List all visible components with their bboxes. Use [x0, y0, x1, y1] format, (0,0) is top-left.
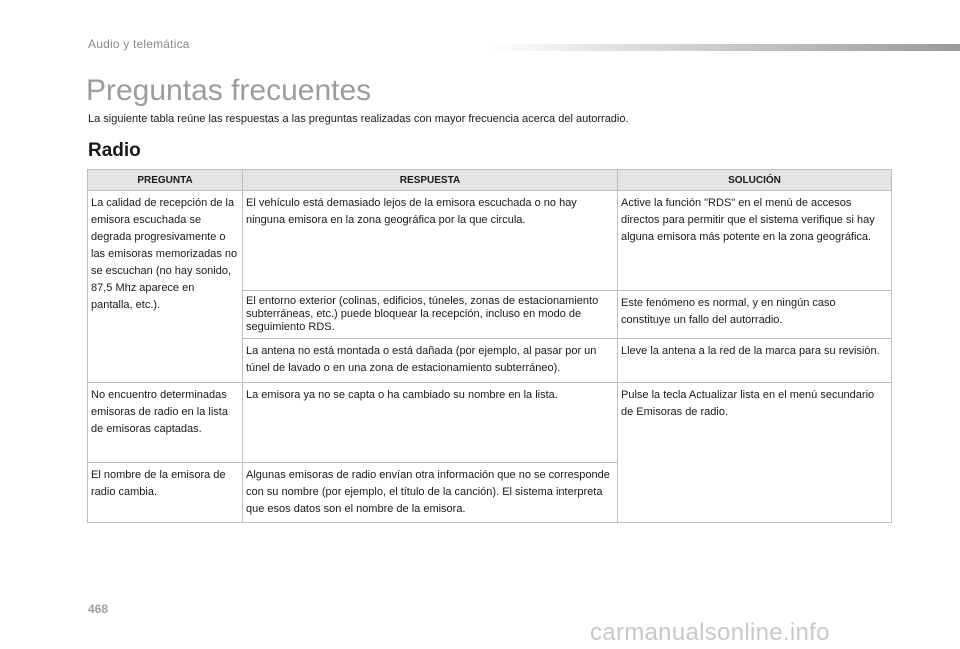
solution-cell: Lleve la antena a la red de la marca para su revisión. — [618, 339, 892, 383]
header-gradient-bar — [488, 44, 960, 51]
question-cell: La calidad de recepción de la emisora escuchada se degrada progresivamente o las emisoras memorizadas no se escuchan (no hay sonido, 87,5 Mhz aparece en pantalla, etc.). — [88, 191, 243, 383]
section-label: Audio y telemática — [88, 37, 190, 51]
faq-table — [87, 169, 892, 523]
solution-cell: Pulse la tecla Actualizar lista en el menú secundario de Emisoras de radio. — [618, 383, 892, 523]
table-header-row — [88, 170, 892, 191]
header-respuesta: RESPUESTA — [243, 170, 618, 191]
answer-cell: La emisora ya no se capta o ha cambiado su nombre en la lista. — [243, 383, 618, 463]
header-solucion: SOLUCIÓN — [618, 170, 892, 191]
page-number: 468 — [88, 602, 109, 616]
watermark: carmanualsonline.info — [590, 619, 830, 646]
solution-cell: Active la función "RDS" en el menú de accesos directos para permitir que el sistema verifique si hay alguna emisora más potente en la zona geográfica. — [618, 191, 892, 291]
table-row — [88, 191, 892, 291]
question-cell: El nombre de la emisora de radio cambia. — [88, 463, 243, 523]
answer-cell: El vehículo está demasiado lejos de la emisora escuchada o no hay ninguna emisora en la zona geográfica por la que circula. — [243, 191, 618, 291]
question-cell: No encuentro determinadas emisoras de radio en la lista de emisoras captadas. — [88, 383, 243, 463]
header-pregunta: PREGUNTA — [88, 170, 243, 191]
page-title: Preguntas frecuentes — [86, 74, 372, 107]
answer-cell: Algunas emisoras de radio envían otra información que no se corresponde con su nombre (por ejemplo, el título de la canción). El sistema interpreta que esos datos son el nombre de la emisora. — [243, 463, 618, 523]
answer-cell: El entorno exterior (colinas, edificios, túneles, zonas de estacionamiento subterráneas, etc.) puede bloquear la recepción, incluso en modo de seguimiento RDS. — [243, 291, 618, 339]
table-row — [88, 383, 892, 463]
section-title: Radio — [88, 140, 141, 161]
answer-cell: La antena no está montada o está dañada (por ejemplo, al pasar por un túnel de lavado o en una zona de estacionamiento subterráneo). — [243, 339, 618, 383]
intro-text: La siguiente tabla reúne las respuestas a las preguntas realizadas con mayor frecuencia acerca del autorradio. — [88, 113, 629, 125]
solution-cell: Este fenómeno es normal, y en ningún caso constituye un fallo del autorradio. — [618, 291, 892, 339]
